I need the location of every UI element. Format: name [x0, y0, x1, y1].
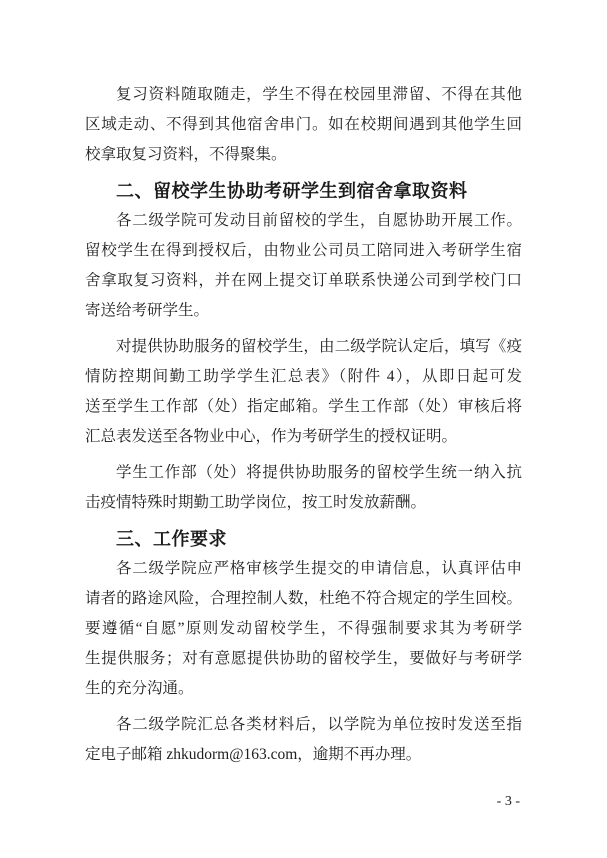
paragraph-review-materials	[85, 80, 522, 170]
paragraph-email-submission	[85, 710, 522, 770]
paragraph-college-mobilize	[85, 206, 522, 326]
text-line: 对提供协助服务的留校学生，由二级学院认定后，填写《疫	[116, 338, 522, 355]
paragraph-work-requirements	[85, 554, 522, 704]
page-number: - 3 -	[496, 794, 520, 809]
paragraph-work-study-pay	[85, 458, 522, 518]
text-line: 各二级学院可发动目前留校的学生，自愿协助开展工作。	[116, 212, 522, 229]
text-line: 校拿取复习资料，不得聚集。	[85, 146, 287, 163]
document-page	[85, 80, 522, 812]
text-line: 留校学生在得到授权后，由物业公司员工陪同进入考研学生宿	[85, 242, 522, 259]
text-line: 送至学生工作部（处）指定邮箱。学生工作部（处）审核后将	[85, 398, 522, 415]
text-line: 各二级学院汇总各类材料后，以学院为单位按时发送至指	[116, 716, 522, 733]
text-line: 区域走动、不得到其他宿舍串门。如在校期间遇到其他学生回	[85, 116, 522, 133]
section-heading-3: 三、工作要求	[116, 529, 227, 549]
text-line: 舍拿取复习资料，并在网上提交订单联系快递公司到学校门口	[85, 272, 522, 289]
text-line: 汇总表发送至各物业中心，作为考研学生的授权证明。	[85, 428, 458, 445]
text-line: 学生工作部（处）将提供协助服务的留校学生统一纳入抗	[116, 464, 522, 481]
text-line: 各二级学院应严格审核学生提交的申请信息，认真评估申	[116, 560, 522, 577]
text-line: 要遵循“自愿”原则发动留校学生，不得强制要求其为考研学	[85, 620, 522, 637]
text-line: 生的充分沟通。	[85, 680, 194, 697]
section-heading-2: 二、留校学生协助考研学生到宿舍拿取资料	[116, 181, 468, 201]
text-line: 生提供服务；对有意愿提供协助的留校学生，要做好与考研学	[85, 650, 522, 667]
paragraph-summary-form	[85, 332, 522, 452]
text-line: 复习资料随取随走，学生不得在校园里滞留、不得在其他	[116, 86, 522, 103]
text-line: 情防控期间勤工助学学生汇总表》（附件 4），从即日起可发	[85, 368, 522, 385]
text-line email-line: 定电子邮箱 zhkudorm@163.com，逾期不再办理。	[85, 746, 422, 763]
text-line: 击疫情特殊时期勤工助学岗位，按工时发放薪酬。	[85, 494, 427, 511]
text-line: 请者的路途风险，合理控制人数，杜绝不符合规定的学生回校。	[85, 590, 522, 607]
text-line: 寄送给考研学生。	[85, 302, 210, 319]
